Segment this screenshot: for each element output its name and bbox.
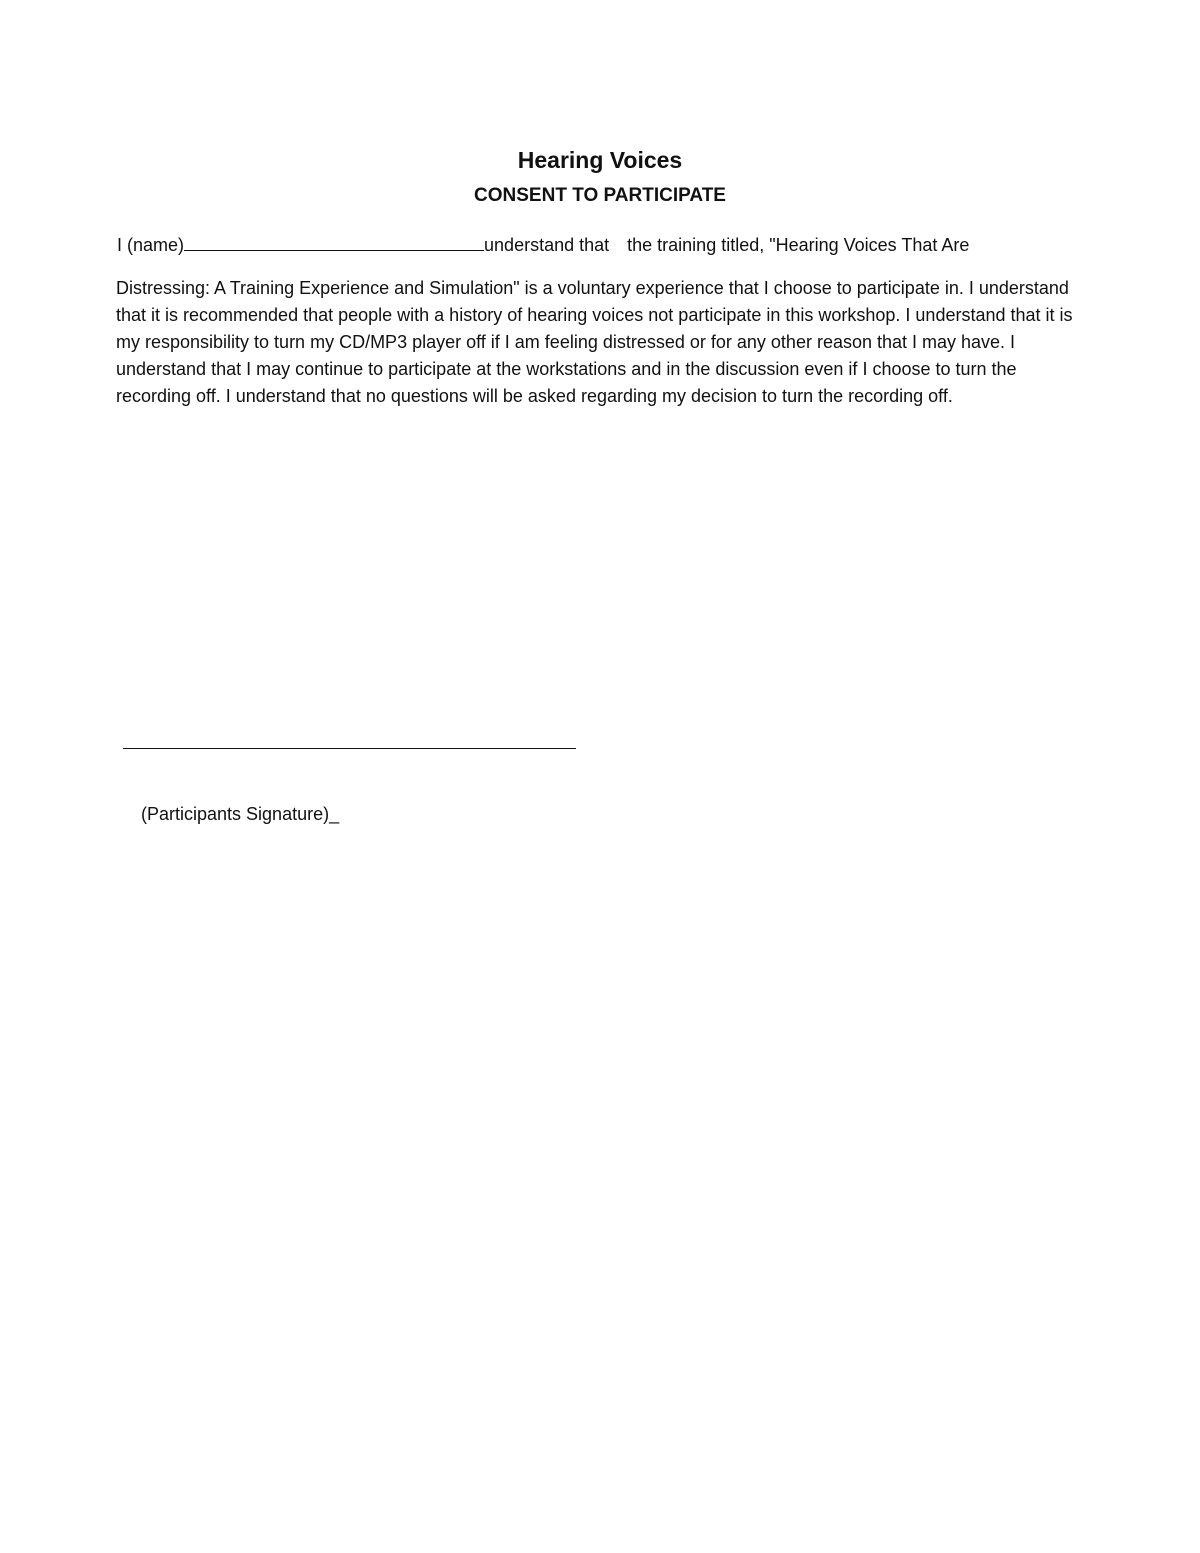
signature-line[interactable]: [123, 748, 576, 749]
name-prefix: I (name): [117, 235, 185, 255]
document-title: Hearing Voices: [517, 147, 683, 173]
name-blank-field[interactable]: [184, 232, 484, 251]
signature-label: (Participants Signature)_: [141, 804, 340, 824]
consent-paragraph: Distressing: A Training Experience and Simulation" is a voluntary experience that I choose to participate in. I understand that it is recommended that people with a history of hearing voices not participate in this workshop. I understand that it is my responsibility to turn my CD/MP3 player off if I am feeling distressed or for any other reason that I may have. I understand that I may continue to participate at the workstations and in the discussion even if I choose to turn the recording off. I understand that no questions will be asked regarding my decision to turn the recording off.: [116, 278, 1073, 406]
name-line: [117, 232, 969, 258]
document-subtitle: CONSENT TO PARTICIPATE: [474, 185, 726, 206]
name-middle-text: understand that: [484, 235, 610, 255]
name-suffix-text: the training titled, "Hearing Voices That Are: [627, 235, 970, 255]
